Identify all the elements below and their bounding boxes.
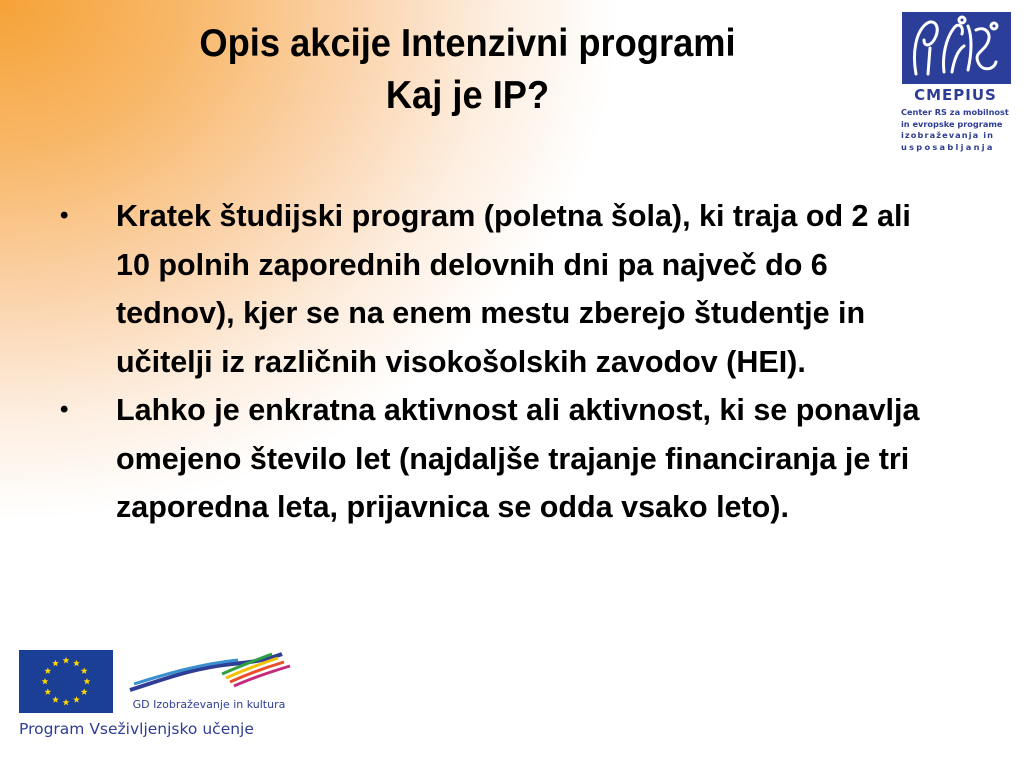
cmepius-caption-line: usposabljanja <box>901 141 995 152</box>
cmepius-caption <box>901 107 1015 153</box>
bullet-item <box>60 192 960 386</box>
bullet-text: Lahko je enkratna aktivnost ali aktivnost, ki se ponavlja omejeno število let (najdaljše trajanje financiranja je tri zaporedna leta, prijavnica se odda vsako leto). <box>116 393 920 524</box>
bullet-text: Kratek študijski program (poletna šola), ki traja od 2 ali 10 polnih zaporednih delovnih dni pa največ do 6 tednov), kjer se na enem mestu zberejo študentje in učitelji iz različnih visokošolskih zavodov (HEI). <box>116 199 911 379</box>
llp-swoosh-icon <box>122 650 296 698</box>
llp-logo <box>122 650 296 718</box>
bullet-item <box>60 386 960 532</box>
cmepius-brand: CMEPIUS <box>914 86 997 104</box>
eu-star-icon <box>63 699 70 706</box>
eu-star-icon <box>44 688 51 695</box>
eu-star-icon <box>84 678 91 685</box>
cmepius-logo <box>893 4 1018 164</box>
cmepius-caption-line: Center RS za mobilnost <box>901 107 1009 117</box>
cmepius-caption-line: in evropske programe <box>901 118 1003 129</box>
title-line-1: Opis akcije Intenzivni programi <box>199 22 736 65</box>
cmepius-caption-line: izobraževanja in <box>901 130 995 141</box>
eu-star-icon <box>44 667 51 674</box>
llp-caption: GD Izobraževanje in kultura <box>132 698 286 711</box>
eu-flag-icon <box>19 650 113 713</box>
eu-star-icon <box>81 688 88 695</box>
slide-title <box>116 18 818 122</box>
cmepius-emblem-icon <box>902 12 1011 84</box>
bullet-marker: • <box>60 202 69 229</box>
title-line-2: Kaj je IP? <box>385 74 550 117</box>
bullet-marker: • <box>60 396 69 423</box>
eu-star-icon <box>81 667 88 674</box>
eu-star-icon <box>73 660 80 667</box>
program-name: Program Vseživljenjsko učenje <box>19 720 254 738</box>
eu-star-icon <box>42 678 49 685</box>
bullet-list <box>60 192 960 532</box>
eu-star-icon <box>63 657 70 664</box>
eu-star-icon <box>52 660 59 667</box>
eu-star-icon <box>73 696 80 703</box>
eu-star-icon <box>52 696 59 703</box>
